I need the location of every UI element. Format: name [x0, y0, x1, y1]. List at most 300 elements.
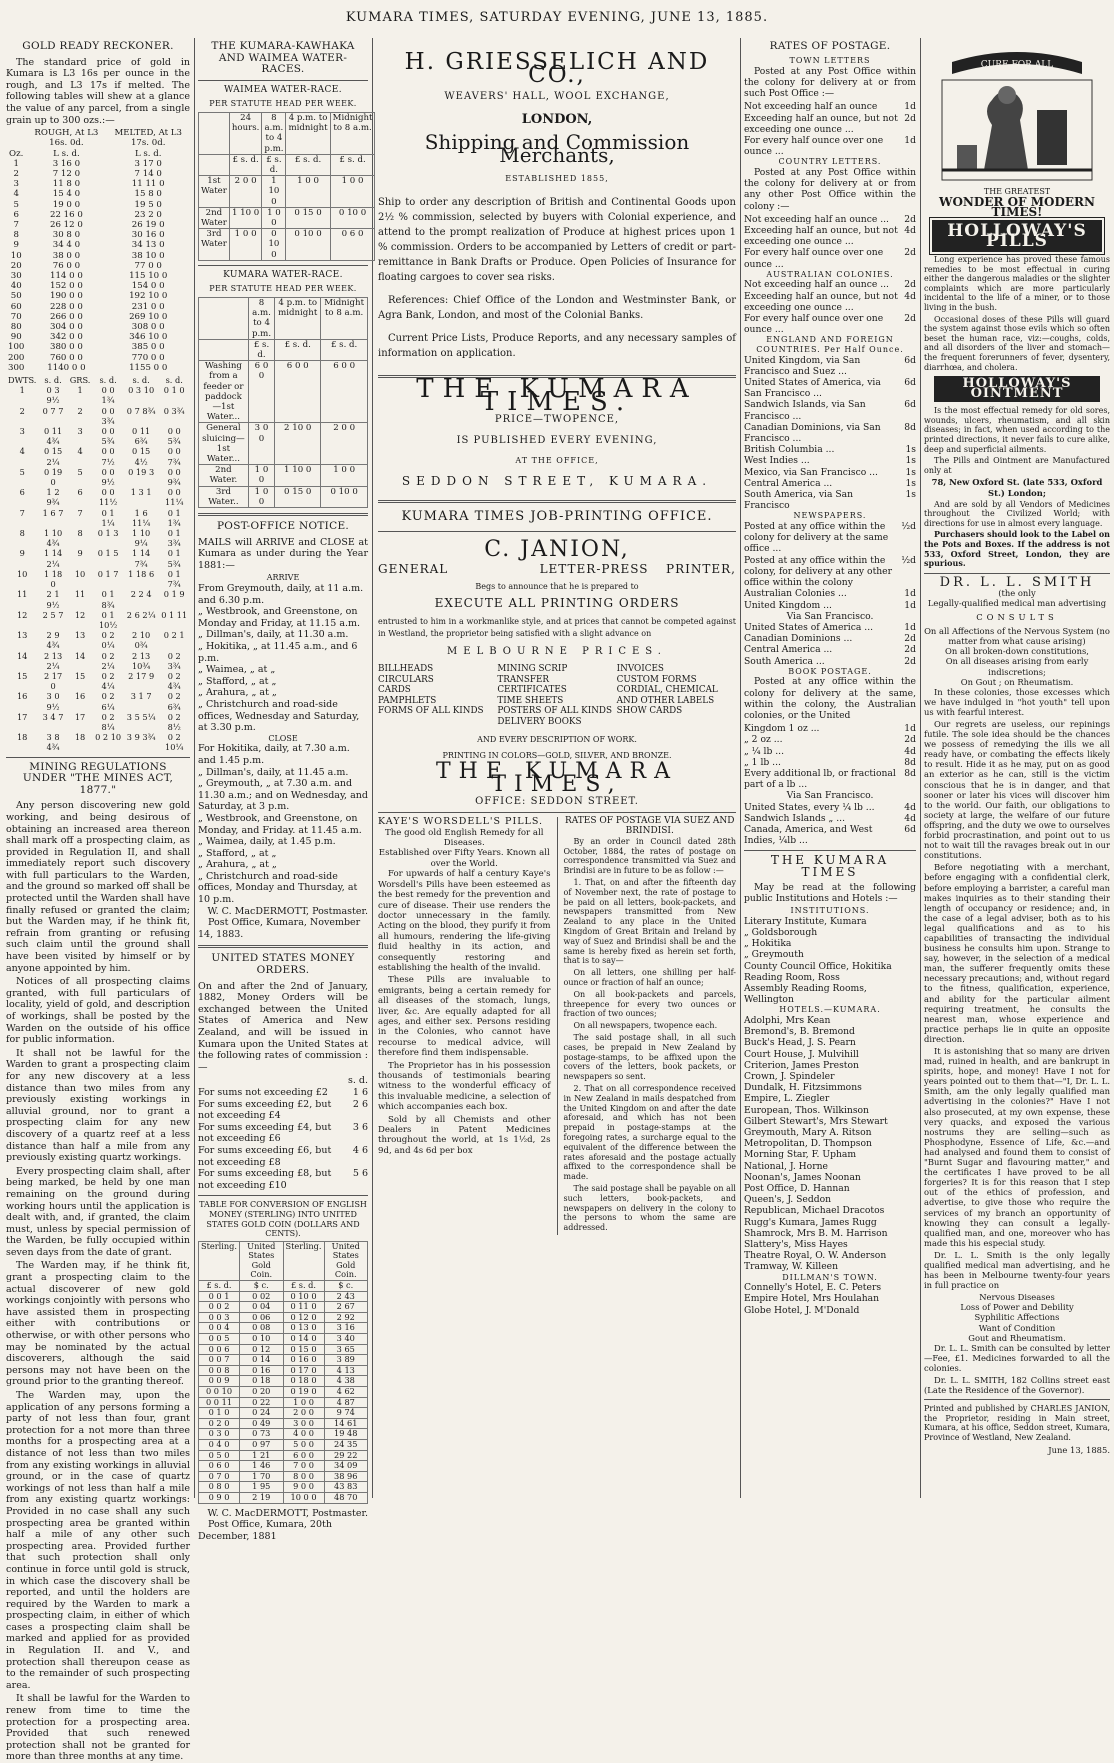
conv-col-header: Sterling.: [199, 1241, 240, 1280]
us-money-orders-title: UNITED STATES MONEY ORDERS.: [211, 952, 355, 977]
oz-row-cell: 11 11 0: [131, 179, 165, 190]
dillmans-hotel-item: Empire Hotel, Mrs Houlahan: [744, 1293, 880, 1305]
usmo-rate-value: 5 6: [352, 1168, 368, 1180]
conv-row-cell: 0 14: [240, 1355, 283, 1366]
conv-row-cell: 2 0 0: [283, 1408, 324, 1419]
oz-row-cell: 115 10 0: [129, 271, 168, 281]
kumara-row: [199, 423, 368, 465]
kaye-l1: The good old English Remedy for all Diseases.: [385, 827, 544, 849]
kumara-row-cell: 6 0 0: [248, 361, 274, 423]
dwts-row: [6, 528, 190, 548]
institution-item: Reading Room, Ross: [744, 971, 840, 983]
kumara-row: [199, 486, 368, 507]
smith-p4: It is astonishing that so many are driven mad, ruined in health, and are bankrupt in spirits, hope, and money! Have I not for years pointed out to them that—"I, Dr. L. L. Smith, am the only legally qualified man advertising in the colonies?" Have I not also prosecuted, at my own expense, these very quacks, and exposed the various nostrums they are selling—such as Phosphodyne, Essence of Life, &c.—and had analysed and found them to consist of "Burnt Sugar and flavouring matter," and the certificates I have proved to be all forgeries? It is for this reason that I step out of the ethics of profession, and advertise, to give those who require the services of my branch an opportunity of knowing they can consult a legally-qualified man, and one, moreover who has made this his especial study.: [924, 1046, 1110, 1248]
conv-unit: £ s. d.: [283, 1281, 324, 1292]
po-date: Post Office, Kumara, November 14, 1883.: [198, 917, 361, 940]
service-item: POSTERS OF ALL KINDS: [497, 706, 612, 717]
sd-header: s. d.: [165, 375, 183, 386]
hotel-item: Tramway, W. Killeen: [744, 1261, 839, 1273]
book-rate-value: 8d: [904, 756, 916, 768]
hotel-item: Slattery's, Miss Hayes: [744, 1239, 848, 1251]
town-rate-label: Exceeding half an ounce, but not exceeding one ounce ...: [744, 112, 898, 135]
kumara-row-cell: 1 10 0: [275, 465, 321, 486]
dwts-row: [6, 467, 190, 487]
hotel-item: European, Thos. Wilkinson: [744, 1104, 869, 1116]
foreign-rate-label: United Kingdom, via San Francisco and Suez ...: [744, 354, 861, 377]
dwts-row: [6, 630, 190, 650]
imprint: Printed and published by CHARLES JANION, the Proprietor, residing in Main street, Kumara, at his office, Seddon street, Kumara, Province of Westland, New Zealand.: [924, 1404, 1110, 1442]
oz-row-cell: 80: [10, 322, 22, 333]
conv-row-cell: 0 0 4: [199, 1323, 240, 1334]
dwts-row-cell: 15: [74, 670, 86, 681]
close-item: „ Greymouth, „ at 7.30 a.m. and 11.30 a.m.; and on Wednesday, and Saturday, at 3 p.m.: [198, 778, 368, 813]
dwts-row: [6, 548, 190, 568]
oz-row-cell: 770 0 0: [131, 352, 165, 363]
dwts-row-cell: 2: [19, 405, 25, 416]
imprint-date: June 13, 1885.: [1048, 1444, 1110, 1455]
smith-l3: On all broken-down constitutions,: [945, 646, 1089, 657]
kumara-row-cell: 2 10 0: [275, 423, 321, 465]
oz-row: [6, 281, 190, 291]
dwts-row: [6, 712, 190, 732]
dwts-row: [6, 569, 190, 589]
foreign-rate-value: 6d: [904, 399, 916, 411]
kumara-row-cell: 6 0 0: [275, 361, 321, 423]
conv-row-cell: 9 0 0: [283, 1482, 324, 1493]
dwts-row-cell: 1 18 6: [128, 568, 155, 579]
dwts-row-cell: 1 18 0: [43, 568, 63, 590]
dwts-row-cell: 0 11 6¾: [132, 426, 151, 447]
conv-row-cell: 0 7 0: [199, 1471, 240, 1482]
oz-row-cell: 38 10 0: [131, 250, 165, 261]
news-rate-value: ½d: [901, 521, 916, 533]
conv-unit: £ s. d.: [199, 1281, 240, 1292]
dwts-row-cell: 9: [19, 548, 25, 559]
oz-row-cell: 1140 0 0: [47, 362, 86, 373]
town-rate-value: 1d: [904, 101, 916, 113]
kumara-col-header: 8 a.m. to 4 p.m.: [248, 298, 274, 340]
dwts-row-cell: 0 1 0: [163, 385, 185, 396]
foreign-rate-value: 6d: [904, 354, 916, 366]
kumara-race-table: [198, 297, 368, 508]
kt-at-office: AT THE OFFICE,: [515, 455, 599, 465]
service-item: CORDIAL, CHEMICAL: [616, 685, 718, 696]
kumara-row-cell: 0 15 0: [275, 486, 321, 507]
aus-rate-label: Exceeding half an ounce, but not exceeding one ounce ...: [744, 290, 898, 313]
service-item: BILLHEADS: [378, 664, 434, 675]
book-rate-label: Every additional lb, or fractional part of a lb ...: [744, 767, 896, 791]
conv-row: [199, 1334, 368, 1345]
dwts-row: [6, 732, 190, 752]
dwts-row-cell: 0 0 7½: [101, 446, 115, 467]
via-rate-value: 1d: [904, 621, 916, 633]
dwts-row-cell: 0 1 10½: [98, 609, 118, 630]
dwts-row-cell: 15: [16, 670, 28, 681]
kumara-row-cell: 6 0 0: [321, 361, 368, 423]
conv-row-cell: 4 62: [324, 1387, 367, 1398]
service-item: CUSTOM FORMS: [616, 674, 697, 685]
conv-row-cell: 0 10 0: [283, 1291, 324, 1302]
usmo-sd: s. d.: [347, 1075, 368, 1087]
waimea-row-cell: 0 10 0: [330, 207, 375, 228]
conv-row-cell: 0 22: [240, 1397, 283, 1408]
dwts-row-cell: 0 2 3¾: [167, 650, 181, 671]
service-item: TIME SHEETS: [497, 695, 564, 706]
foreign-rate-value: 1s: [905, 477, 916, 489]
town-rate-label: Not exceeding half an ounce: [744, 101, 878, 113]
dwts-row-cell: 0 2 10: [95, 732, 122, 743]
dwts-row: [6, 487, 190, 507]
oz-row: [6, 159, 190, 169]
suez-p1: By an order in Council dated 28th October, 1884, the rates of postage on correspondence transmitted via Suez and Brindisi are in future to be as follow :—: [563, 836, 736, 876]
dwts-row: [6, 651, 190, 671]
usmo-rate: [198, 1168, 368, 1191]
smith-l7: Loss of Power and Debility: [960, 1302, 1074, 1313]
conv-row-cell: 19 48: [324, 1429, 367, 1440]
conv-row-cell: 43 83: [324, 1482, 367, 1493]
country-intro: Posted at any Post Office within the colony for delivery at or from any other Post Office within the colony :—: [744, 167, 916, 212]
conv-row: [199, 1323, 368, 1334]
usmo-rate-label: For sums exceeding £4, but not exceeding £6: [198, 1121, 332, 1145]
dwts-row-cell: 0 3¾: [163, 405, 185, 416]
foreign-rate: [744, 478, 916, 489]
book-rate-value: 4d: [904, 745, 916, 757]
grs-header: GRS.: [69, 375, 91, 386]
hotel-item: Queen's, J. Seddon: [744, 1194, 832, 1206]
conv-row-cell: 0 73: [240, 1429, 283, 1440]
waimea-row-cell: 2nd Water: [199, 207, 230, 228]
foreign-rate: [744, 355, 916, 377]
oz-row-cell: 30 16 0: [131, 230, 165, 241]
dwts-row-cell: 0 0 1¾: [101, 385, 115, 406]
hotel-item: Bremond's, B. Bremond: [744, 1026, 855, 1038]
mining-paragraph: It shall not be lawful for the Warden to grant a prospecting claim for any new discovery at a less distance than two miles from any previously existing workings in alluvial ground, nor to grant a prospecting claim for any new discovery of a quartz reef at a less distance than half a mile from any previously existing quartz workings.: [6, 1047, 190, 1164]
oz-row-cell: 154 0 0: [131, 281, 165, 292]
arrive-item: „ Stafford, „ at „: [198, 675, 277, 687]
service-item: PAMPHLETS: [378, 695, 437, 706]
hotel-item: Republican, Michael Dracotos: [744, 1205, 885, 1217]
foreign-rate: [744, 377, 916, 399]
dwts-row-cell: 1 14 2¼: [43, 548, 63, 569]
kumara-race-sub: PER STATUTE HEAD PER WEEK.: [209, 284, 357, 294]
oz-row-cell: 266 0 0: [50, 311, 83, 322]
institution-item: „ Greymouth: [744, 949, 804, 961]
conv-row-cell: 0 16: [240, 1365, 283, 1376]
rough-header: ROUGH, At L3 16s. 0d.: [34, 128, 99, 149]
griesselich-p3: Current Price Lists, Produce Reports, and any necessary samples of information on application.: [378, 333, 736, 360]
oz-row-cell: 11 8 0: [52, 179, 81, 190]
usmo-rate-label: For sums exceeding £2, but not exceeding £4: [198, 1098, 332, 1122]
oz-row: [6, 353, 190, 363]
aus-rate: [744, 313, 916, 335]
usmo-rate-label: For sums exceeding £6, but not exceeding £8: [198, 1144, 332, 1168]
dwts-row: [6, 691, 190, 711]
conv-row-cell: 9 74: [324, 1408, 367, 1419]
oz-row: [6, 179, 190, 189]
oz-row-cell: 346 10 0: [129, 332, 168, 343]
aus-rate-value: 2d: [904, 279, 916, 291]
conv-row: [199, 1376, 368, 1387]
conv-row-cell: 29 22: [324, 1450, 367, 1461]
conv-row-cell: 2 19: [240, 1492, 283, 1503]
oz-row-cell: 4: [13, 189, 19, 200]
oz-row-cell: 8: [13, 230, 19, 241]
oz-row-cell: 192 10 0: [129, 291, 168, 302]
aus-rate-label: For every half ounce over one ounce ...: [744, 313, 884, 336]
griesselich-p2: References: Chief Office of the London and Westminster Bank, or Agra Bank, London, and most of the Colonial Banks.: [378, 295, 736, 322]
via-rate: [744, 644, 916, 655]
foreign-rate-label: Central America ...: [744, 477, 833, 489]
foreign-rate-value: 1s: [905, 444, 916, 456]
conv-row-cell: 0 0 2: [199, 1302, 240, 1313]
close-item: „ Stafford, „ at „: [198, 847, 277, 859]
dwts-row-cell: 6: [77, 487, 83, 498]
oz-row-cell: 300: [8, 362, 25, 373]
foreign-rate-label: Canadian Dominions, via San Francisco ...: [744, 421, 881, 445]
conv-row-cell: 0 18 0: [283, 1376, 324, 1387]
book-rate-label: „ 2 oz ...: [744, 734, 783, 746]
waimea-row-cell: 1 10 0: [262, 176, 286, 208]
conversion-table: [198, 1241, 368, 1504]
lsd-unit: £ s. d.: [262, 154, 286, 175]
conv-row-cell: 0 97: [240, 1439, 283, 1450]
hotel-item: Adolphi, Mrs Kean: [744, 1014, 831, 1026]
oz-row: [6, 342, 190, 352]
via-rate-label: South America ...: [744, 655, 825, 667]
smith-l8: Syphilitic Affections: [974, 1312, 1060, 1323]
conv-row: [199, 1429, 368, 1440]
waimea-col-header: [199, 112, 230, 154]
dwts-row-cell: 2 6 2¼: [126, 609, 156, 620]
usmo-rate: [198, 1145, 368, 1168]
arrive-item: „ Westbrook, and Greenstone, on Monday and Friday, at 11.15 a.m.: [198, 606, 361, 629]
country-rate-label: Exceeding half an ounce, but not exceeding one ounce ...: [744, 225, 898, 248]
conv-row-cell: 4 38: [324, 1376, 367, 1387]
dwts-row-cell: 0 0 5¾: [101, 426, 115, 447]
via2-rate-value: 4d: [904, 812, 916, 824]
conv-row-cell: 2 43: [324, 1291, 367, 1302]
foreign-rate: [744, 455, 916, 466]
conv-col-header: Sterling.: [283, 1241, 324, 1280]
oz-row-cell: 7 12 0: [52, 168, 81, 179]
kumara-col-header: Midnight to 8 a.m.: [321, 298, 368, 340]
holloway-wonder: WONDER OF MODERN TIMES!: [939, 194, 1095, 219]
oz-row-cell: 34 4 0: [52, 240, 81, 251]
dwts-row-cell: 17: [74, 711, 86, 722]
conv-row-cell: 1 95: [240, 1482, 283, 1493]
conv-unit: $ c.: [240, 1281, 283, 1292]
hotels-label: HOTELS.—KUMARA.: [779, 1005, 881, 1015]
dwts-row-cell: 0 2 6¾: [167, 691, 181, 712]
kumara-row-cell: 1 0 0: [321, 465, 368, 486]
janion-trade: [378, 563, 736, 576]
dwts-row-cell: 18: [74, 732, 86, 743]
waimea-row: [199, 207, 375, 228]
waimea-row-cell: 2 0 0: [229, 176, 262, 208]
england-label: ENGLAND AND FOREIGN COUNTRIES. Per Half Ounce.: [756, 335, 904, 355]
kumara-row-cell: 2 0 0: [321, 423, 368, 465]
conv-row-cell: 0 4 0: [199, 1439, 240, 1450]
oz-row-cell: 20: [10, 260, 22, 271]
via-rate: [744, 656, 916, 667]
oz-row: [6, 322, 190, 332]
dwts-row-cell: 14: [16, 650, 28, 661]
dwts-row: [6, 406, 190, 426]
dwts-row-cell: 0 2 2¼: [101, 650, 115, 671]
sd-header: s. d.: [99, 375, 117, 386]
dwts-row-cell: 2 17 9: [128, 670, 155, 681]
dwts-row: [6, 508, 190, 528]
book-rate-label: Kingdom 1 oz ...: [744, 723, 820, 735]
waimea-row-cell: 0 15 0: [286, 207, 330, 228]
kaye-ad: [378, 817, 551, 1235]
oz-row-cell: 60: [10, 301, 22, 312]
oz-row-cell: 1: [13, 158, 19, 169]
dwts-row-cell: 13: [74, 630, 86, 641]
oz-row-cell: 19 0 0: [52, 199, 81, 210]
arrive-item: From Greymouth, daily, at 11 a.m. and 6.30 p.m.: [198, 583, 364, 606]
country-rate-label: For every half ounce over one ounce ...: [744, 247, 884, 270]
post-office-title: POST-OFFICE NOTICE.: [216, 520, 350, 533]
town-rate: [744, 135, 916, 157]
dwts-row-cell: 0 0 11½: [98, 487, 118, 508]
smith-p1: In these colonies, those excesses which we have indulged in "hot youth" tell upon us with fearful interest.: [924, 686, 1110, 717]
dwts-row-cell: 0 2 8¼: [101, 711, 115, 732]
conv-row-cell: 0 19 0: [283, 1387, 324, 1398]
smith-p2: Our regrets are useless, our repinings futile. The sole idea should be the chances we possess of remedying the ills we all ready have, or combating the effects likely to result. Hide it as he may, put on as good an exterior as he can, still is the victim conscious that he is in danger, and that sooner or later his vices will discover him to the world. Our faith, our obligations to society at large, the welfare of our future offspring, and the duty we owe to ourselves forbid procrastination, and point out to us not to wait till the ravages break out in our constitutions.: [924, 719, 1110, 861]
dwts-row-cell: 0 1 1¼: [101, 507, 115, 528]
oint-p2: The Pills and Ointment are Manufactured only at: [924, 456, 1110, 475]
usmo-rate-value: 2 6: [352, 1098, 368, 1110]
oz-row-cell: 15 8 0: [134, 189, 162, 200]
aus-rate-value: 4d: [904, 290, 916, 302]
column-postage: [744, 38, 916, 1498]
conv-row-cell: 0 2 0: [199, 1418, 240, 1429]
dwts-row-cell: 5: [19, 466, 25, 477]
news-rate: [744, 600, 916, 611]
oz-row-cell: 23 2 0: [134, 209, 162, 220]
oz-row-cell: 760 0 0: [50, 352, 83, 363]
conv-row-cell: 0 06: [240, 1312, 283, 1323]
dwts-row-cell: 16: [74, 691, 86, 702]
smith-l10: Gout and Rheumatism.: [968, 1332, 1066, 1343]
hotel-item: National, J. Horne: [744, 1160, 828, 1172]
smith-p6: Dr. L. L. Smith can be consulted by letter—Fee, £1. Medicines forwarded to all the colonies.: [924, 1342, 1110, 1373]
via-sf-label: Via San Francisco.: [786, 610, 874, 622]
usmo-rate: [198, 1122, 368, 1145]
close-item: „ Waimea, daily, at 1.45 p.m.: [198, 836, 336, 848]
mining-paragraph: Every prospecting claim shall, after being marked, be held by one man remaining on the ground during working hours until the application is dealt with, and, if granted, the claim must, unless by special permission of the Warden, be fully occupied within seven days from the date of grant.: [6, 1165, 190, 1258]
conv-row-cell: 0 0 9: [199, 1376, 240, 1387]
waimea-col-header: Midnight to 8 a.m.: [330, 112, 375, 154]
kumara-row-cell: General sluicing—1st Water...: [199, 423, 249, 465]
waimea-sub: PER STATUTE HEAD PER WEEK.: [209, 99, 357, 109]
dwts-row-cell: 1: [77, 385, 83, 396]
griesselich-subtitle: Shipping and Commission Merchants,: [424, 130, 690, 167]
oint-p4: And are sold by all Vendors of Medicines throughout the Civilized World; with directions for use in almost every language.: [924, 499, 1110, 528]
conv-row-cell: 0 20: [240, 1387, 283, 1398]
mining-paragraph: It shall be lawful for the Warden to renew from time to time the protection for a prospecting area. Provided that such renewed protection shall not be granted for more than three months at any time.: [6, 1693, 190, 1763]
kumara-row-cell: 3 0 0: [248, 423, 274, 465]
dwts-row-cell: 7: [19, 507, 25, 518]
waimea-row-cell: 1 0 0: [262, 207, 286, 228]
conv-row-cell: 4 13: [324, 1365, 367, 1376]
smith-title: DR. L. L. SMITH: [939, 574, 1095, 590]
hotel-item: Shamrock, Mrs B. M. Harrison: [744, 1227, 888, 1239]
news-rate-value: 1d: [904, 599, 916, 611]
dwts-row-cell: 1 6 11¼: [131, 507, 151, 528]
conv-row-cell: 1 21: [240, 1450, 283, 1461]
country-letters-label: COUNTRY LETTERS.: [778, 157, 882, 167]
oz-row-cell: 269 10 0: [129, 311, 168, 322]
water-races-title: THE KUMARA-KAWHAKA AND WAIMEA WATER-RACES.: [211, 40, 355, 76]
dwts-row: [6, 671, 190, 691]
waimea-row-cell: 1 0 0: [286, 176, 330, 208]
dwts-row-cell: 3: [19, 426, 25, 437]
arrive-label: ARRIVE: [266, 573, 300, 583]
foreign-rate-label: British Columbia ...: [744, 444, 835, 456]
column-holloway-smith: [924, 38, 1110, 1498]
waimea-row-cell: 0 10 0: [262, 229, 286, 261]
column-center: [378, 38, 736, 1498]
conv-row-cell: 0 14 0: [283, 1334, 324, 1345]
conv-row-cell: 7 0 0: [283, 1461, 324, 1472]
oz-row: [6, 189, 190, 199]
news-rate-label: Posted at any office within the colony, for delivery at any other office within the colony: [744, 554, 893, 589]
dwts-row-cell: 0 2 4¼: [101, 670, 115, 692]
conv-row-cell: 0 9 0: [199, 1492, 240, 1503]
via-rate-label: United States of America ...: [744, 621, 874, 633]
kaye-title: KAYE'S WORSDELL'S PILLS.: [378, 816, 544, 828]
conv-row-cell: 0 0 3: [199, 1312, 240, 1323]
conv-row-cell: 1 0 0: [283, 1397, 324, 1408]
dwts-row-cell: 0 1 8¾: [101, 589, 115, 610]
hotel-item: Theatre Royal, O. W. Anderson: [744, 1250, 887, 1262]
close-item: For Hokitika, daily, at 7.30 a.m. and 1.45 p.m.: [198, 743, 350, 766]
news-rate-value: 1d: [904, 588, 916, 600]
via2-rate: [744, 813, 916, 824]
dwts-row-cell: 13: [16, 630, 28, 641]
news-rate-value: ½d: [901, 554, 916, 566]
dwts-row-cell: 2 9 4¾: [46, 630, 60, 651]
trade-mid: LETTER-PRESS: [539, 561, 649, 576]
oz-row-cell: 3 16 0: [52, 158, 81, 169]
conv-row-cell: 0 0 7: [199, 1355, 240, 1366]
smith-consults: CONSULTS: [976, 612, 1058, 623]
dwts-row-cell: 0 15 4½: [132, 446, 151, 467]
town-rate: [744, 101, 916, 112]
dwts-row-cell: 4: [77, 446, 83, 457]
conv-row: [199, 1355, 368, 1366]
dwts-row-cell: 0 1 3¾: [167, 528, 181, 549]
holloway-greatest: THE GREATEST: [983, 187, 1051, 196]
column-water-races: [198, 38, 373, 1542]
conv-row-cell: 0 8 0: [199, 1482, 240, 1493]
oz-row-cell: 228 0 0: [50, 301, 83, 312]
lsd-header: L s. d.: [134, 148, 162, 159]
book-rate: [744, 757, 916, 768]
lsd-unit: £ s. d.: [321, 339, 368, 360]
oint-p5: Purchasers should look to the Label on the Pots and Boxes. If the address is not 533, Oxford Street, London, they are spurious.: [924, 529, 1110, 569]
dwts-row-cell: 2 13 10¾: [131, 650, 151, 671]
conv-row-cell: 24 35: [324, 1439, 367, 1450]
conv-row-cell: 0 12 0: [283, 1312, 324, 1323]
oz-row-cell: 3 17 0: [134, 158, 162, 169]
hotel-item: Noonan's, James Noonan: [744, 1171, 861, 1183]
gold-reckoner-intro: The standard price of gold in Kumara is L3 16s per ounce in the rough, and L3 17s if melted. The following tables will shew at a glance the value of any parcel, from a single grain up to 300 ozs.:—: [6, 56, 190, 126]
oz-row-cell: 7: [13, 219, 19, 230]
dwts-row-cell: 0 1 1¾: [167, 507, 181, 528]
